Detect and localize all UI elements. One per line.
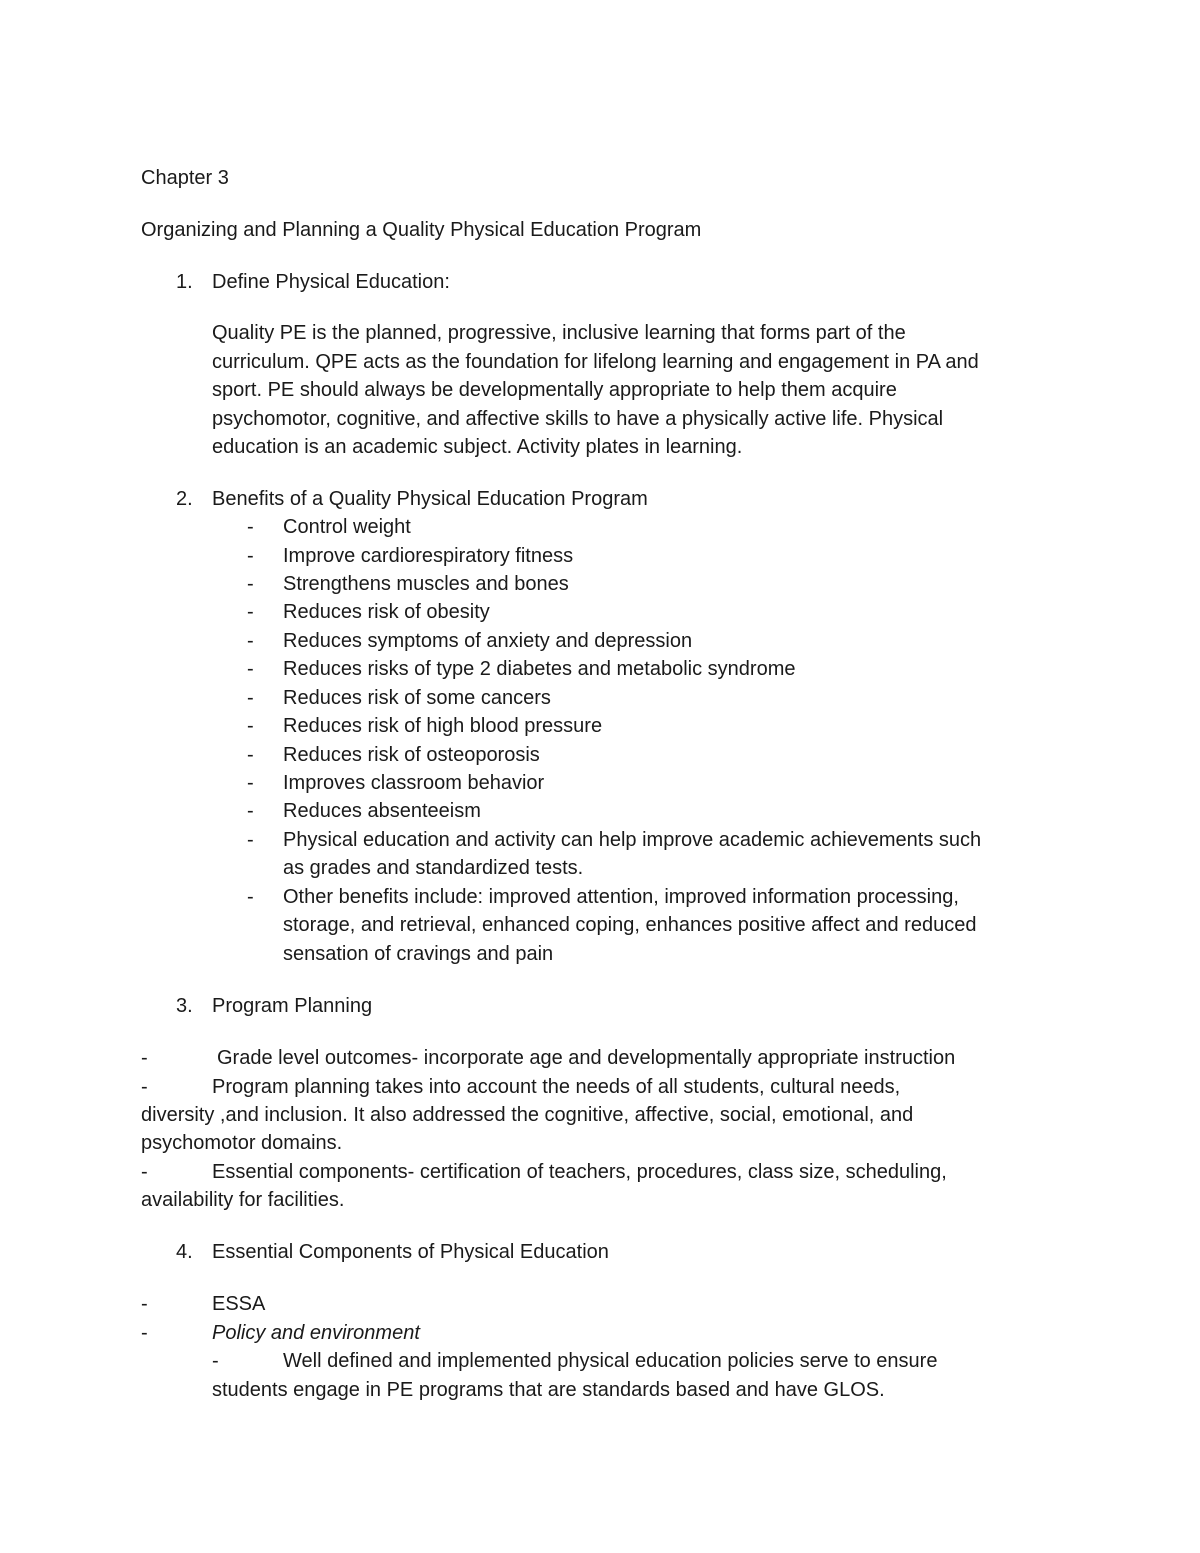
benefit-item: Other benefits include: improved attention, improved information processing,	[283, 885, 959, 908]
section-4-heading: Essential Components of Physical Education	[212, 1241, 609, 1263]
list-dash: -	[247, 544, 254, 567]
planning-bullet: Grade level outcomes- incorporate age and developmentally appropriate instruction	[217, 1047, 956, 1069]
list-dash: -	[141, 1293, 148, 1315]
document-title: Organizing and Planning a Quality Physical Education Program	[141, 219, 702, 241]
benefit-item: Improves classroom behavior	[283, 772, 545, 794]
benefit-item: Improve cardiorespiratory fitness	[283, 544, 574, 567]
planning-bullet-continued: psychomotor domains.	[141, 1132, 343, 1154]
planning-bullet: Essential components- certification of teachers, procedures, class size, scheduling,	[212, 1160, 947, 1183]
benefit-item: Reduces risk of obesity	[283, 601, 490, 623]
list-dash: -	[247, 715, 254, 737]
planning-bullet-continued: diversity ,and inclusion. It also addressed the cognitive, affective, social, emotional, and	[141, 1104, 914, 1126]
list-dash: -	[141, 1047, 148, 1069]
section-3-number: 3.	[176, 995, 193, 1017]
benefit-item: Reduces risk of some cancers	[283, 686, 551, 709]
component-bullet: Policy and environment	[212, 1321, 420, 1344]
list-dash: -	[247, 516, 254, 538]
chapter-label: Chapter 3	[141, 167, 229, 189]
benefit-item: Reduces risk of high blood pressure	[283, 715, 603, 737]
section-1-paragraph-line: curriculum. QPE acts as the foundation for lifelong learning and engagement in PA and	[212, 350, 979, 373]
list-dash: -	[247, 743, 254, 766]
list-dash: -	[247, 686, 254, 709]
section-3-heading: Program Planning	[212, 995, 373, 1017]
section-2-number: 2.	[176, 488, 193, 510]
benefit-item-continued: storage, and retrieval, enhanced coping, enhances positive affect and reduced	[283, 914, 977, 936]
list-dash: -	[247, 772, 254, 794]
section-1-paragraph-line: education is an academic subject. Activity plates in learning.	[212, 436, 743, 458]
benefit-item: Reduces symptoms of anxiety and depression	[283, 629, 693, 652]
list-dash: -	[247, 828, 254, 851]
section-1-paragraph-line: Quality PE is the planned, progressive, inclusive learning that forms part of the	[212, 322, 906, 344]
benefit-item-continued: sensation of cravings and pain	[283, 942, 554, 965]
section-2-heading: Benefits of a Quality Physical Education Program	[212, 488, 648, 510]
benefit-item: Reduces risk of osteoporosis	[283, 743, 540, 766]
benefit-item: Reduces absenteeism	[283, 800, 481, 822]
list-dash: -	[212, 1350, 219, 1372]
list-dash: -	[141, 1321, 148, 1344]
benefit-item: Strengthens muscles and bones	[283, 573, 569, 595]
section-4-number: 4.	[176, 1241, 193, 1263]
list-dash: -	[247, 601, 254, 623]
component-sub-bullet-continued: students engage in PE programs that are standards based and have GLOS.	[212, 1378, 885, 1401]
benefit-item: Control weight	[283, 516, 411, 538]
section-1-paragraph-line: psychomotor, cognitive, and affective skills to have a physically active life. Physical	[212, 407, 944, 430]
benefit-item: Physical education and activity can help improve academic achievements such	[283, 828, 982, 851]
component-bullet: ESSA	[212, 1293, 266, 1315]
list-dash: -	[141, 1075, 148, 1098]
section-1-heading: Define Physical Education:	[212, 271, 450, 293]
list-dash: -	[247, 885, 254, 908]
component-sub-bullet: Well defined and implemented physical education policies serve to ensure	[283, 1350, 938, 1372]
planning-bullet: Program planning takes into account the needs of all students, cultural needs,	[212, 1075, 901, 1098]
planning-bullet-continued: availability for facilities.	[141, 1189, 345, 1211]
benefit-item-continued: as grades and standardized tests.	[283, 857, 584, 879]
list-dash: -	[247, 800, 254, 822]
list-dash: -	[247, 658, 254, 680]
list-dash: -	[247, 629, 254, 652]
list-dash: -	[247, 573, 254, 595]
section-1-paragraph-line: sport. PE should always be developmentally appropriate to help them acquire	[212, 379, 897, 401]
list-dash: -	[141, 1160, 148, 1183]
benefit-item: Reduces risks of type 2 diabetes and metabolic syndrome	[283, 658, 796, 680]
section-1-number: 1.	[176, 271, 193, 293]
